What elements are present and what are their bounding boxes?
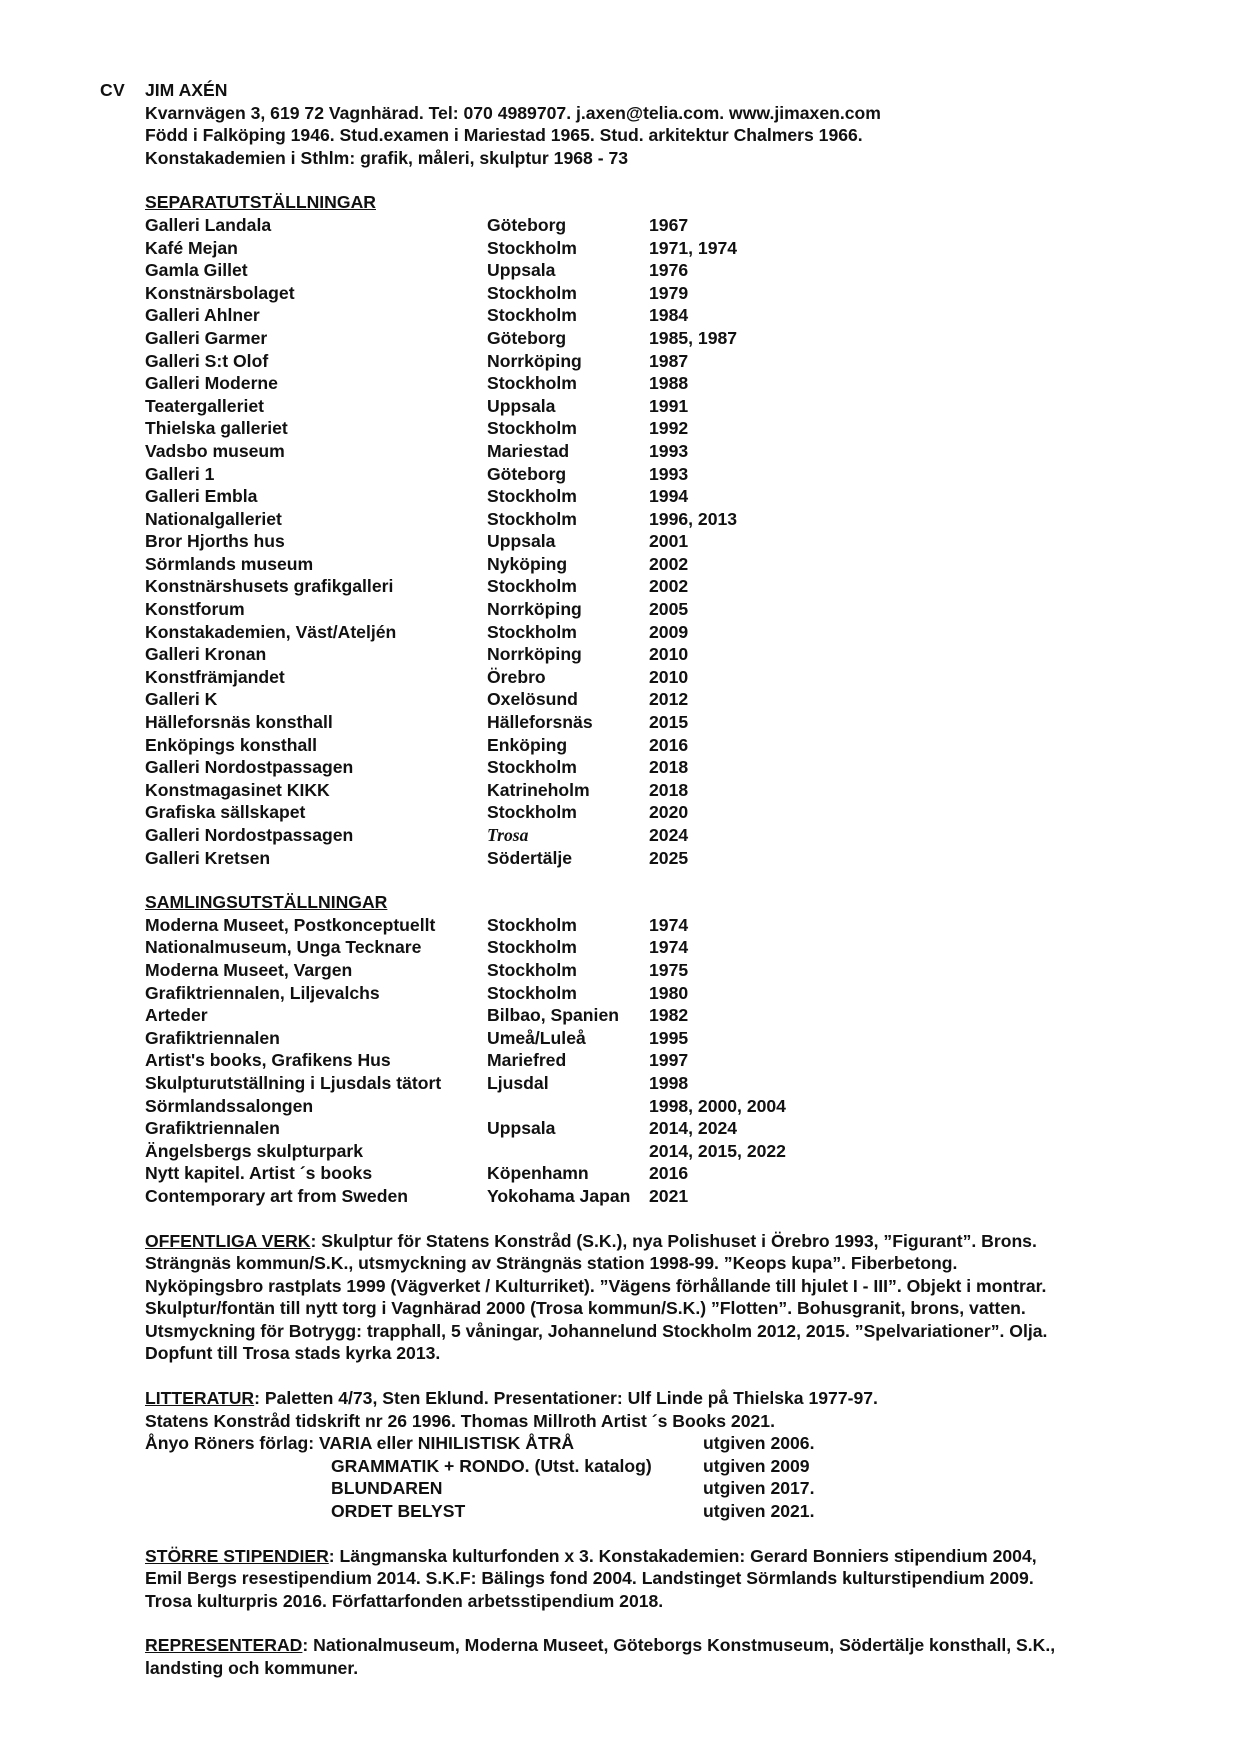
exhibition-row — [145, 1004, 1185, 1027]
exhibition-city: Stockholm — [487, 802, 577, 823]
exhibition-row — [145, 734, 1185, 757]
exhibition-city: Katrineholm — [487, 779, 590, 800]
exhibition-venue: Grafiktriennalen — [145, 1118, 280, 1139]
exhibition-venue: Konstfrämjandet — [145, 666, 285, 687]
exhibition-years: 1974 — [649, 937, 689, 958]
person-name: JIM AXÉN — [145, 80, 228, 100]
exhibition-years: 1988 — [649, 373, 689, 394]
exhibition-row — [145, 621, 1185, 644]
exhibition-city: Göteborg — [487, 463, 567, 484]
representerad-first-line — [145, 1634, 1185, 1657]
exhibition-city — [487, 1095, 649, 1118]
exhibition-years: 2002 — [649, 576, 689, 597]
exhibition-venue: Konstforum — [145, 599, 245, 620]
exhibition-row — [145, 350, 1185, 373]
stipendier-line: Trosa kulturpris 2016. Författarfonden arbetsstipendium 2018. — [145, 1590, 664, 1611]
exhibition-years: 2009 — [649, 621, 689, 642]
exhibition-years: 1979 — [649, 282, 689, 303]
exhibition-years: 1993 — [649, 463, 689, 484]
exhibition-row — [145, 936, 1185, 959]
book-note: utgiven 2021. — [703, 1501, 815, 1522]
exhibition-years: 1993 — [649, 440, 689, 461]
exhibition-years: 1998, 2000, 2004 — [649, 1095, 786, 1116]
exhibition-years: 1994 — [649, 486, 689, 507]
exhibition-row — [145, 237, 1185, 260]
exhibition-row — [145, 259, 1185, 282]
exhibition-venue: Moderna Museet, Vargen — [145, 959, 353, 980]
exhibition-city: Oxelösund — [487, 689, 578, 710]
stipendier-section — [145, 1545, 1185, 1613]
offentliga-line: Utsmyckning för Botrygg: trapphall, 5 våningar, Johannelund Stockholm 2012, 2015. ”Spelvariationer”. Olja. — [145, 1320, 1048, 1341]
exhibition-years: 2016 — [649, 734, 689, 755]
exhibition-row — [145, 530, 1185, 553]
samling-heading: SAMLINGSUTSTÄLLNINGAR — [145, 892, 388, 913]
stipendier-heading: STÖRRE STIPENDIER — [145, 1545, 329, 1566]
litteratur-section — [145, 1387, 1185, 1523]
exhibition-city: Uppsala — [487, 531, 556, 552]
exhibition-row — [145, 575, 1185, 598]
offentliga-line: Strängnäs kommun/S.K., utsmyckning av Strängnäs station 1998-99. ”Keops kupa”. Fiberbetong. — [145, 1253, 958, 1274]
exhibition-row — [145, 417, 1185, 440]
exhibition-row — [145, 440, 1185, 463]
exhibition-years: 2001 — [649, 531, 689, 552]
exhibition-venue: Gamla Gillet — [145, 260, 248, 281]
exhibition-row — [145, 801, 1185, 824]
exhibition-venue: Galleri Ahlner — [145, 305, 260, 326]
exhibition-years: 2024 — [649, 825, 689, 845]
exhibition-venue: Galleri Nordostpassagen — [145, 757, 354, 778]
exhibition-venue: Galleri Moderne — [145, 373, 278, 394]
exhibition-row — [145, 688, 1185, 711]
book-title: GRAMMATIK + RONDO. (Utst. katalog) — [331, 1455, 652, 1476]
exhibition-row — [145, 756, 1185, 779]
exhibition-years: 1982 — [649, 1005, 689, 1026]
exhibition-row — [145, 282, 1185, 305]
exhibition-city: Bilbao, Spanien — [487, 1005, 619, 1026]
stipendier-first-line — [145, 1545, 1185, 1568]
exhibition-venue: Nationalgalleriet — [145, 508, 282, 529]
exhibition-venue: Grafiktriennalen — [145, 1027, 280, 1048]
exhibition-venue: Galleri Landala — [145, 214, 272, 235]
exhibition-row — [145, 847, 1185, 870]
exhibition-row — [145, 463, 1185, 486]
exhibition-venue: Galleri K — [145, 689, 218, 710]
exhibition-years: 1991 — [649, 395, 689, 416]
representerad-section — [145, 1634, 1185, 1679]
exhibition-venue: Contemporary art from Sweden — [145, 1185, 408, 1206]
exhibition-venue: Sörmlands museum — [145, 553, 314, 574]
exhibition-city: Södertälje — [487, 847, 573, 868]
book-title: Ånyo Röners förlag: VARIA eller NIHILISTISK ÅTRÅ — [145, 1433, 575, 1454]
cv-label: CV — [100, 80, 126, 100]
exhibition-row — [145, 1140, 1185, 1163]
book-title: ORDET BELYST — [331, 1501, 466, 1522]
book-title: BLUNDAREN — [331, 1478, 443, 1499]
exhibition-years: 2002 — [649, 553, 689, 574]
exhibition-city: Norrköping — [487, 599, 582, 620]
exhibition-row — [145, 982, 1185, 1005]
exhibition-city: Umeå/Luleå — [487, 1027, 586, 1048]
exhibition-venue: Galleri Garmer — [145, 327, 268, 348]
exhibition-city: Stockholm — [487, 982, 577, 1003]
academy-line: Konstakademien i Sthlm: grafik, måleri, skulptur 1968 - 73 — [145, 147, 629, 168]
exhibition-years: 1996, 2013 — [649, 508, 738, 529]
exhibition-row — [145, 1095, 1185, 1118]
exhibition-years: 1995 — [649, 1027, 689, 1048]
exhibition-years: 1992 — [649, 418, 689, 439]
exhibition-row — [145, 553, 1185, 576]
exhibition-years: 2005 — [649, 599, 689, 620]
exhibition-venue: Grafiktriennalen, Liljevalchs — [145, 982, 380, 1003]
exhibition-city: Stockholm — [487, 508, 577, 529]
separat-heading: SEPARATUTSTÄLLNINGAR — [145, 192, 376, 213]
exhibition-city: Enköping — [487, 734, 568, 755]
exhibition-city: Ljusdal — [487, 1072, 549, 1093]
exhibition-venue: Thielska galleriet — [145, 418, 288, 439]
exhibition-city: Stockholm — [487, 757, 577, 778]
exhibition-row — [145, 914, 1185, 937]
exhibition-venue: Galleri Embla — [145, 486, 258, 507]
exhibition-city: Uppsala — [487, 395, 556, 416]
exhibition-city: Mariefred — [487, 1050, 567, 1071]
samling-section — [145, 891, 1185, 1207]
exhibition-city: Stockholm — [487, 621, 577, 642]
exhibition-row — [145, 304, 1185, 327]
exhibition-venue: Galleri Kretsen — [145, 847, 271, 868]
exhibition-row — [145, 824, 1185, 847]
offentliga-line: Skulptur/fontän till nytt torg i Vagnhärad 2000 (Trosa kommun/S.K.) ”Flotten”. Bohusgranit, brons, vatten. — [145, 1298, 1026, 1319]
exhibition-years: 1967 — [649, 214, 689, 235]
book-row — [145, 1432, 1185, 1455]
exhibition-row — [145, 395, 1185, 418]
exhibition-venue: Hälleforsnäs konsthall — [145, 712, 333, 733]
exhibition-venue: Skulpturutställning i Ljusdals tätort — [145, 1072, 442, 1093]
exhibition-row — [145, 598, 1185, 621]
exhibition-venue: Artist's books, Grafikens Hus — [145, 1050, 391, 1071]
exhibition-city: Stockholm — [487, 373, 577, 394]
exhibition-city: Uppsala — [487, 1118, 556, 1139]
exhibition-city: Stockholm — [487, 576, 577, 597]
exhibition-row — [145, 485, 1185, 508]
exhibition-venue: Vadsbo museum — [145, 440, 285, 461]
exhibition-venue: Ängelsbergs skulpturpark — [145, 1140, 364, 1161]
book-note: utgiven 2006. — [703, 1433, 815, 1454]
exhibition-venue: Sörmlandssalongen — [145, 1095, 314, 1116]
exhibition-venue: Nationalmuseum, Unga Tecknare — [145, 937, 422, 958]
exhibition-venue: Nytt kapitel. Artist ´s books — [145, 1163, 373, 1184]
litteratur-first-line — [145, 1387, 1185, 1410]
book-row — [145, 1455, 1185, 1478]
litteratur-heading: LITTERATUR — [145, 1388, 255, 1409]
exhibition-venue: Galleri 1 — [145, 463, 215, 484]
exhibition-years: 1984 — [649, 305, 689, 326]
exhibition-venue: Konstnärsbolaget — [145, 282, 295, 303]
exhibition-years: 1998 — [649, 1072, 689, 1093]
exhibition-row — [145, 1162, 1185, 1185]
stipendier-text: : Längmanska kulturfonden x 3. Konstakademien: Gerard Bonniers stipendium 2004, — [328, 1545, 1037, 1566]
exhibition-years: 2015 — [649, 712, 689, 733]
exhibition-row — [145, 643, 1185, 666]
exhibition-years: 2012 — [649, 689, 689, 710]
exhibition-venue: Konstmagasinet KIKK — [145, 779, 330, 800]
header-block — [145, 79, 1185, 169]
exhibition-city: Stockholm — [487, 486, 577, 507]
exhibition-city: Örebro — [487, 666, 546, 687]
exhibition-years: 1975 — [649, 959, 689, 980]
offentliga-text: : Skulptur för Statens Konstråd (S.K.), nya Polishuset i Örebro 1993, ”Figurant”. Brons. — [310, 1230, 1037, 1251]
exhibition-row — [145, 214, 1185, 237]
exhibition-years: 1974 — [649, 914, 689, 935]
offentliga-line: Nyköpingsbro rastplats 1999 (Vägverket / Kulturriket). ”Vägens förhållande till hjulet I - III”. Objekt i montrar. — [145, 1275, 1047, 1296]
exhibition-venue: Galleri S:t Olof — [145, 350, 269, 371]
exhibition-city: Stockholm — [487, 418, 577, 439]
exhibition-row — [145, 508, 1185, 531]
exhibition-venue: Enköpings konsthall — [145, 734, 318, 755]
exhibition-years: 2018 — [649, 757, 689, 778]
exhibition-years: 1997 — [649, 1050, 689, 1071]
exhibition-years: 2025 — [649, 847, 689, 868]
exhibition-city: Stockholm — [487, 959, 577, 980]
exhibition-city: Hälleforsnäs — [487, 712, 593, 733]
exhibition-years: 1980 — [649, 982, 689, 1003]
exhibition-years: 2010 — [649, 666, 689, 687]
exhibition-venue: Arteder — [145, 1005, 208, 1026]
exhibition-years: 1987 — [649, 350, 689, 371]
samling-table — [145, 914, 1185, 1208]
exhibition-city: Norrköping — [487, 644, 582, 665]
exhibition-years: 2021 — [649, 1185, 689, 1206]
exhibition-years: 1976 — [649, 260, 689, 281]
exhibition-row — [145, 666, 1185, 689]
exhibition-row — [145, 372, 1185, 395]
exhibition-venue: Moderna Museet, Postkonceptuellt — [145, 914, 436, 935]
exhibition-years: 1985, 1987 — [649, 327, 738, 348]
exhibition-city: Stockholm — [487, 305, 577, 326]
exhibition-row — [145, 1117, 1185, 1140]
litteratur-text: : Paletten 4/73, Sten Eklund. Presentationer: Ulf Linde på Thielska 1977-97. — [254, 1388, 878, 1409]
exhibition-years: 2020 — [649, 802, 689, 823]
exhibition-city: Norrköping — [487, 350, 582, 371]
cv-main — [145, 79, 1185, 1680]
exhibition-row — [145, 1185, 1185, 1208]
exhibition-row — [145, 959, 1185, 982]
exhibition-venue: Galleri Nordostpassagen — [145, 825, 354, 845]
exhibition-city: Uppsala — [487, 260, 556, 281]
contact-line: Kvarnvägen 3, 619 72 Vagnhärad. Tel: 070 4989707. j.axen@telia.com. www.jimaxen.com — [145, 102, 881, 123]
exhibition-years: 2014, 2015, 2022 — [649, 1140, 786, 1161]
exhibition-venue: Konstakademien, Väst/Ateljén — [145, 621, 397, 642]
exhibition-row — [145, 1027, 1185, 1050]
exhibition-years: 2010 — [649, 644, 689, 665]
stipendier-line: Emil Bergs resestipendium 2014. S.K.F: Bälings fond 2004. Landstinget Sörmlands kulturstipendium 2009. — [145, 1568, 1034, 1589]
exhibition-city: Göteborg — [487, 214, 567, 235]
exhibition-city: Göteborg — [487, 327, 567, 348]
exhibition-venue: Konstnärshusets grafikgalleri — [145, 576, 394, 597]
birth-education-line: Född i Falköping 1946. Stud.examen i Mariestad 1965. Stud. arkitektur Chalmers 1966. — [145, 125, 863, 146]
exhibition-city — [487, 1140, 649, 1163]
exhibition-city: Yokohama Japan — [487, 1185, 631, 1206]
exhibition-years: 1971, 1974 — [649, 237, 738, 258]
offentliga-heading: OFFENTLIGA VERK — [145, 1230, 311, 1251]
separat-section — [145, 191, 1185, 869]
exhibition-venue: Grafiska sällskapet — [145, 802, 306, 823]
exhibition-venue: Bror Hjorths hus — [145, 531, 285, 552]
offentliga-line: Dopfunt till Trosa stads kyrka 2013. — [145, 1343, 441, 1364]
representerad-line: landsting och kommuner. — [145, 1658, 359, 1678]
book-note: utgiven 2017. — [703, 1478, 815, 1499]
exhibition-city: Stockholm — [487, 237, 577, 258]
exhibition-venue: Teatergalleriet — [145, 395, 264, 416]
exhibition-years: 2014, 2024 — [649, 1118, 738, 1139]
exhibition-years: 2018 — [649, 779, 689, 800]
exhibition-city: Stockholm — [487, 914, 577, 935]
offentliga-section — [145, 1230, 1185, 1366]
exhibition-city: Nyköping — [487, 553, 568, 574]
exhibition-row — [145, 1072, 1185, 1095]
exhibition-row — [145, 1049, 1185, 1072]
offentliga-first-line — [145, 1230, 1185, 1253]
exhibition-city: Trosa — [487, 825, 529, 845]
separat-table — [145, 214, 1185, 869]
litteratur-line: Statens Konstråd tidskrift nr 26 1996. Thomas Millroth Artist ´s Books 2021. — [145, 1410, 775, 1431]
exhibition-city: Stockholm — [487, 282, 577, 303]
book-note: utgiven 2009 — [703, 1455, 810, 1476]
exhibition-city: Köpenhamn — [487, 1163, 589, 1184]
exhibition-row — [145, 327, 1185, 350]
exhibition-venue: Galleri Kronan — [145, 644, 267, 665]
representerad-text: : Nationalmuseum, Moderna Museet, Göteborgs Konstmuseum, Södertälje konsthall, S.K., — [302, 1635, 1056, 1656]
exhibition-venue: Kafé Mejan — [145, 237, 238, 258]
exhibition-city: Stockholm — [487, 937, 577, 958]
exhibition-row — [145, 779, 1185, 802]
exhibition-row — [145, 711, 1185, 734]
exhibition-years: 2016 — [649, 1163, 689, 1184]
book-row — [145, 1477, 1185, 1500]
book-row — [145, 1500, 1185, 1523]
exhibition-city: Mariestad — [487, 440, 570, 461]
representerad-heading: REPRESENTERAD — [145, 1635, 303, 1656]
